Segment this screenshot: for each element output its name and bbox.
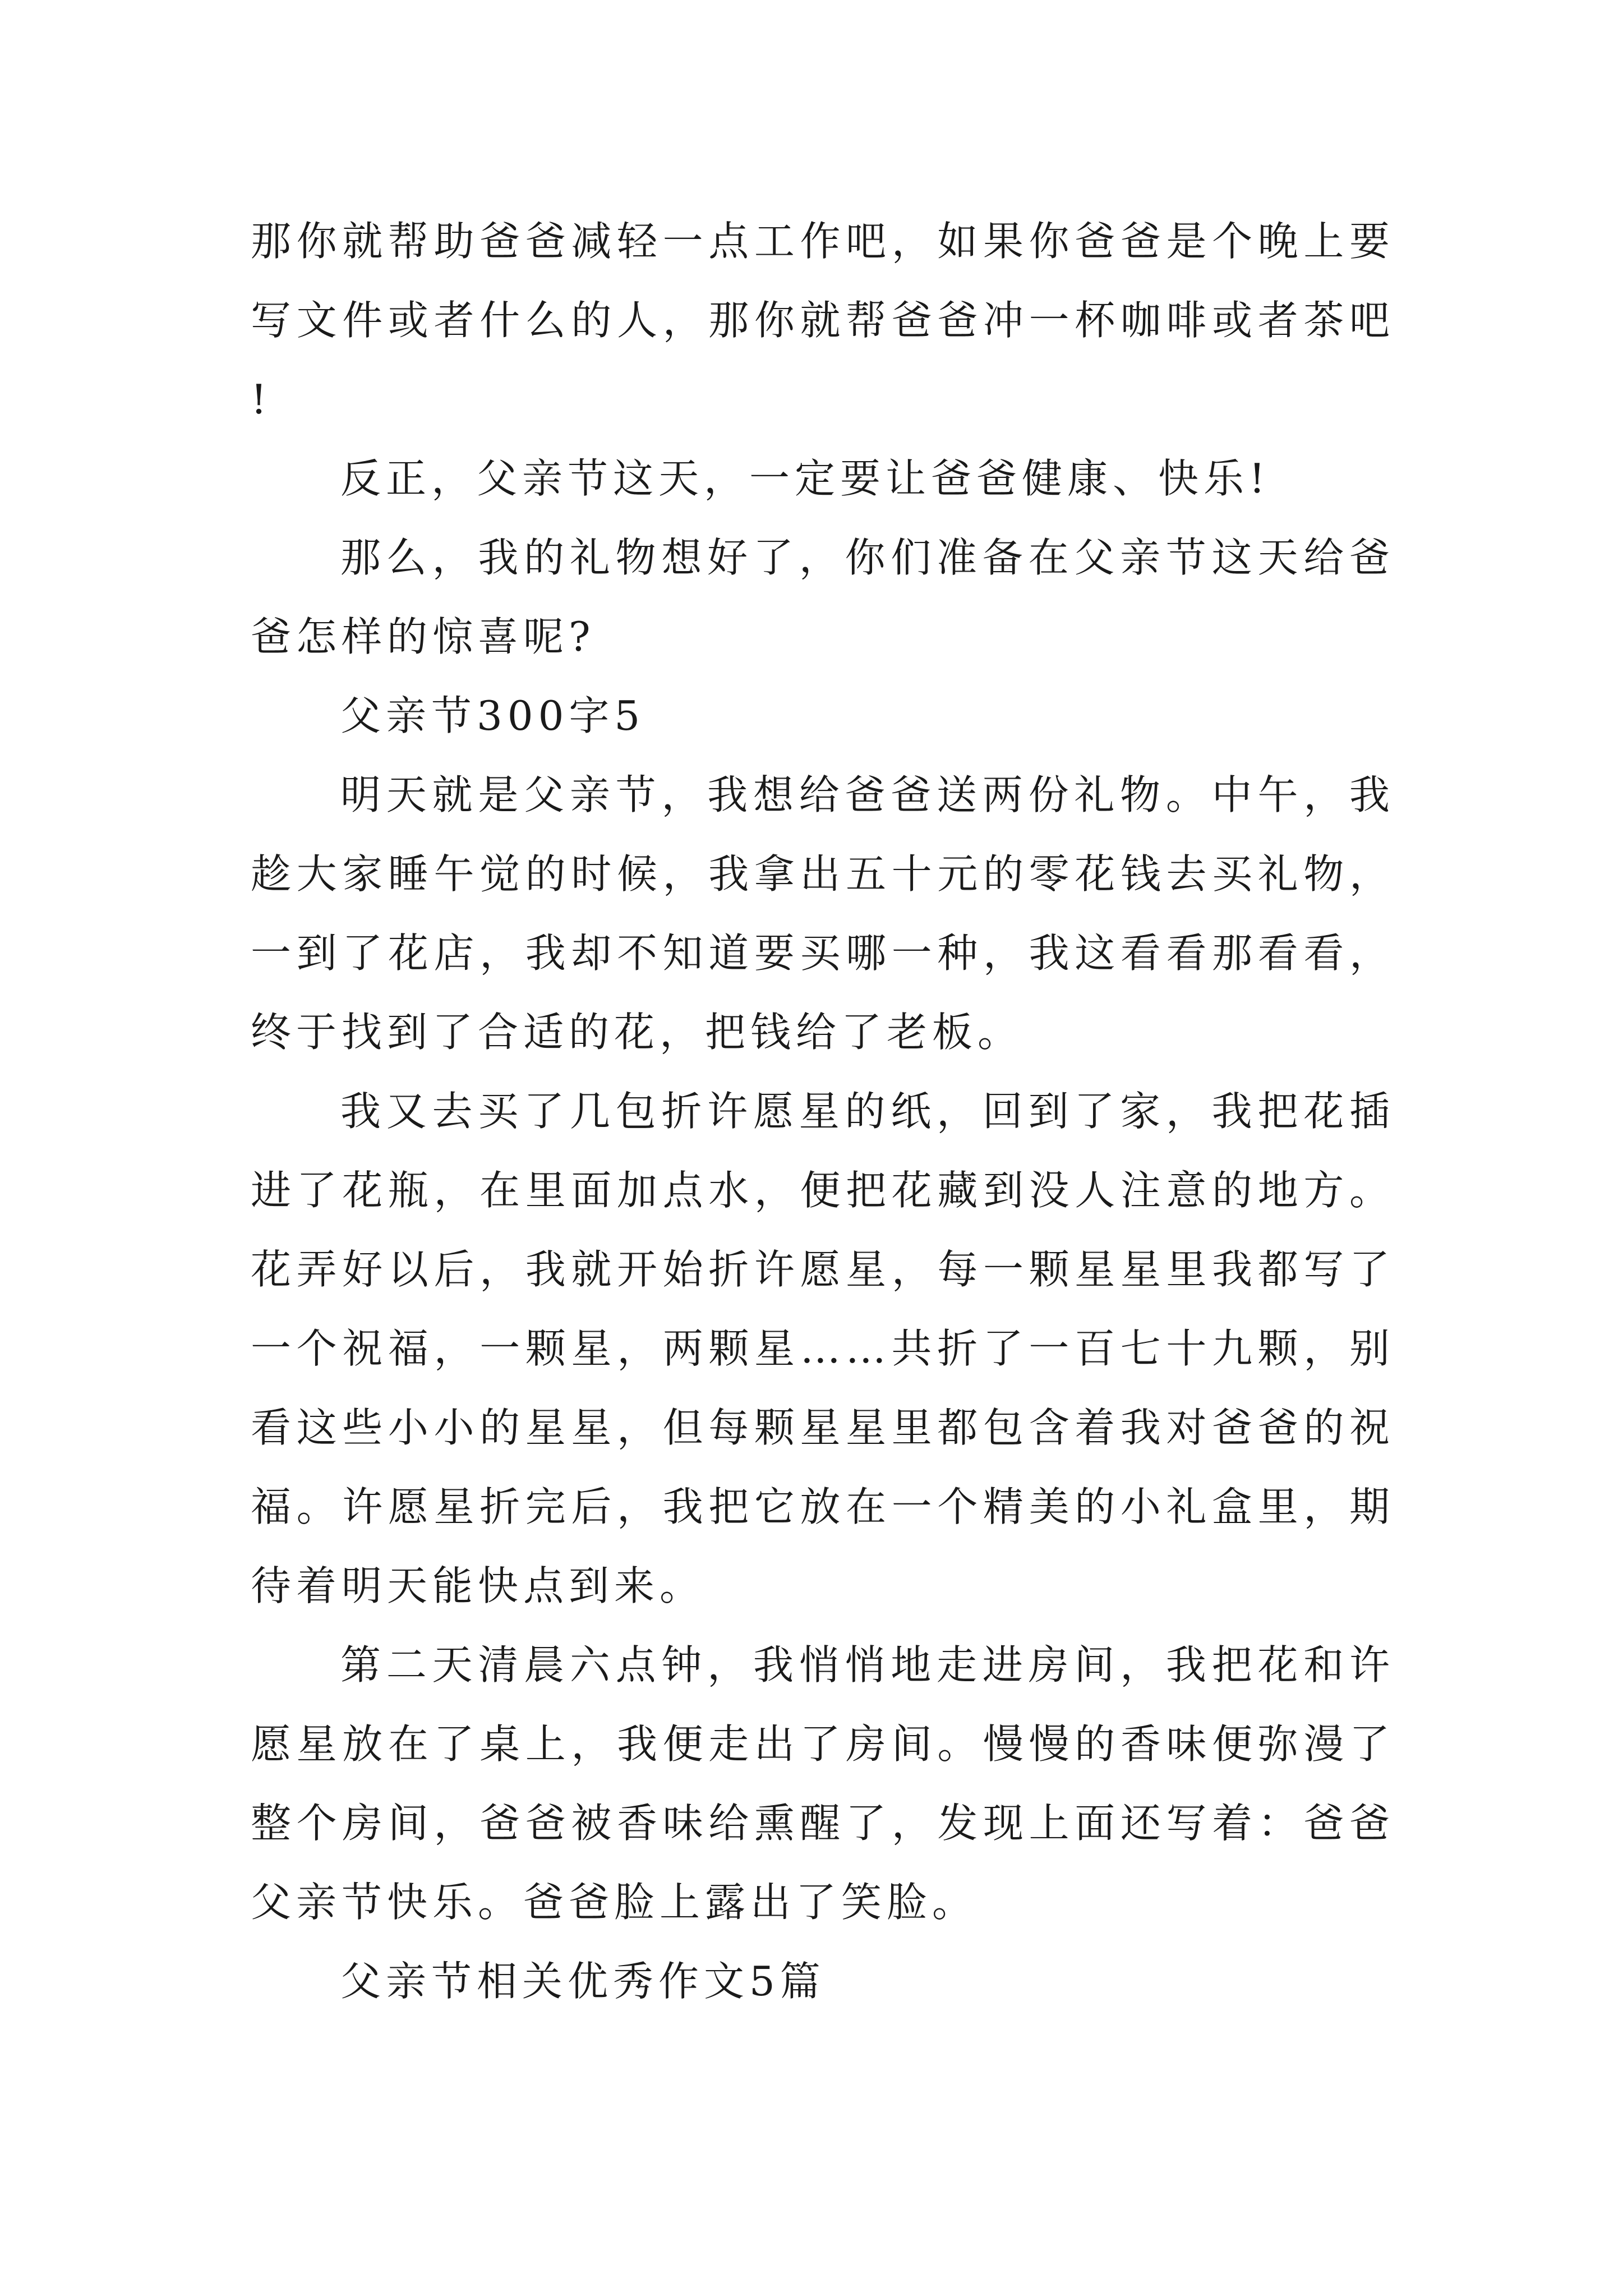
- paragraph-1: 那你就帮助爸爸减轻一点工作吧，如果你爸爸是个晚上要写文件或者什么的人，那你就帮爸爸冲一杯咖啡或者茶吧!: [251, 218, 1395, 423]
- paragraph-5: 明天就是父亲节，我想给爸爸送两份礼物。中午，我趁大家睡午觉的时候，我拿出五十元的零花钱去买礼物，一到了花店，我却不知道要买哪一种，我这看看那看看，终于找到了合适的花，把钱给了老板。: [251, 771, 1395, 1056]
- paragraph-7: 第二天清晨六点钟，我悄悄地走进房间，我把花和许愿星放在了桌上，我便走出了房间。慢慢的香味便弥漫了整个房间，爸爸被香味给熏醒了，发现上面还写着：爸爸父亲节快乐。爸爸脸上露出了笑脸。: [251, 1641, 1395, 1926]
- related-articles-heading: 父亲节相关优秀作文5篇: [340, 1958, 826, 2005]
- paragraph-6: 我又去买了几包折许愿星的纸，回到了家，我把花插进了花瓶，在里面加点水，便把花藏到没人注意的地方。花弄好以后，我就开始折许愿星，每一颗星星里我都写了一个祝福，一颗星，两颗星……共折了一百七十九颗，别看这些小小的星星，但每颗星星里都包含着我对爸爸的祝福。许愿星折完后，我把它放在一个精美的小礼盒里，期待着明天能快点到来。: [251, 1088, 1395, 1609]
- paragraph-3: 那么，我的礼物想好了，你们准备在父亲节这天给爸爸怎样的惊喜呢?: [251, 534, 1395, 660]
- section-heading: 父亲节300字5: [340, 692, 645, 739]
- document-body: [251, 202, 1395, 2021]
- paragraph-2: 反正，父亲节这天，一定要让爸爸健康、快乐!: [340, 455, 1270, 502]
